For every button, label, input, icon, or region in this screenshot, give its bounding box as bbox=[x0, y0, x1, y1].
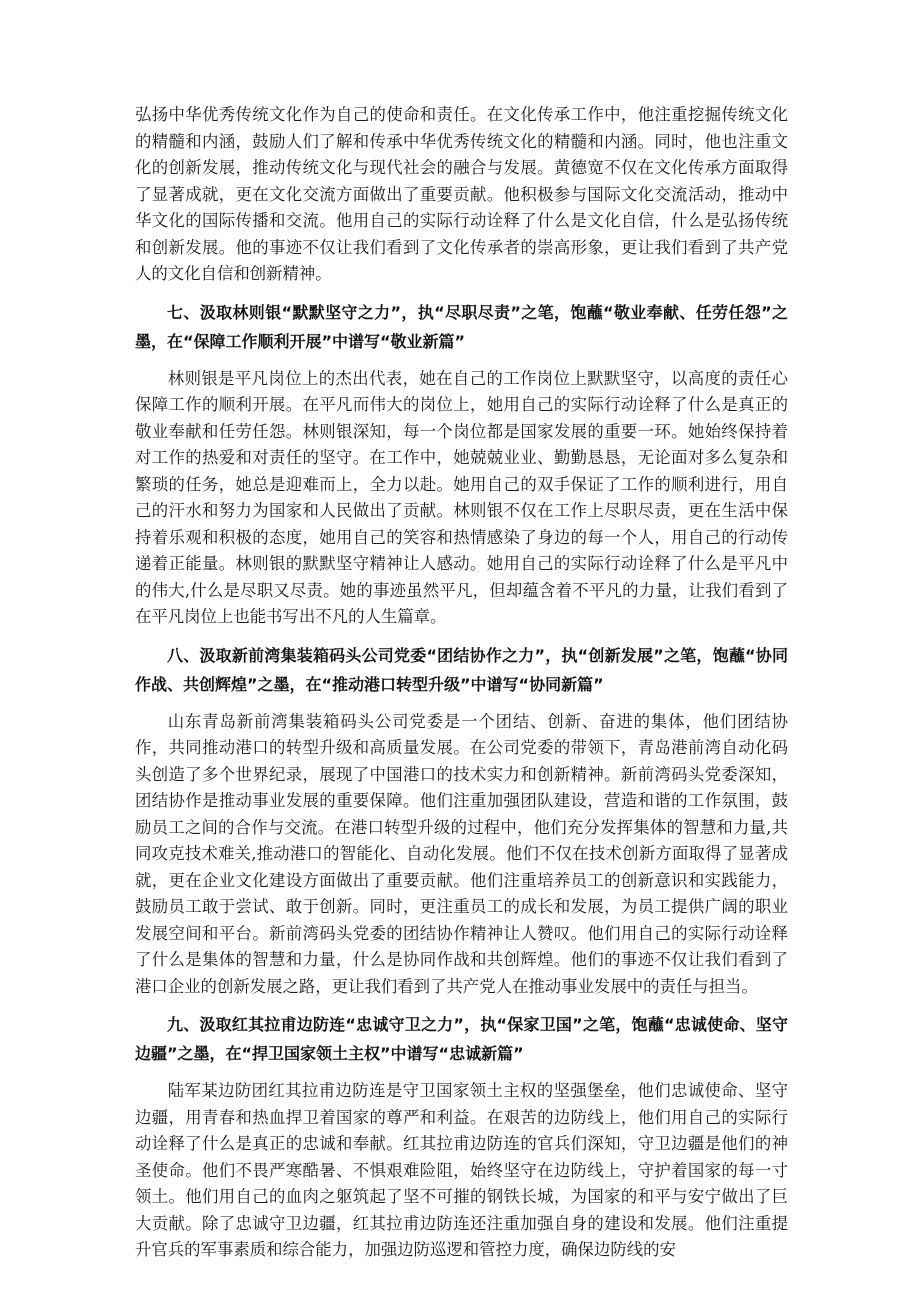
body-paragraph: 弘扬中华优秀传统文化作为自己的使命和责任。在文化传承工作中，他注重挖掘传统文化的精髓和内涵，鼓励人们了解和传承中华优秀传统文化的精髓和内涵。同时，他也注重文化的创新发展，推动传统文化与现代社会的融合与发展。黄德宽不仅在文化传承方面取得了显著成就，更在文化交流方面做出了重要贡献。他积极参与国际文化交流活动，推动中华文化的国际传播和交流。他用自己的实际行动诠释了什么是文化自信，什么是弘扬传统和创新发展。他的事迹不仅让我们看到了文化传承者的崇高形象，更让我们看到了共产党人的文化自信和创新精神。 bbox=[135, 105, 788, 283]
document-page bbox=[135, 102, 788, 1274]
body-paragraph: 陆军某边防团红其拉甫边防连是守卫国家领土主权的坚强堡垒，他们忠诚使命、坚守边疆，用青春和热血捍卫着国家的尊严和利益。在艰苦的边防线上，他们用自己的实际行动诠释了什么是真正的忠诚和奉献。红其拉甫边防连的官兵们深知，守卫边疆是他们的神圣使命。他们不畏严寒酷暑、不惧艰难险阻，始终坚守在边防线上，守护着国家的每一寸领土。他们用自己的血肉之躯筑起了坚不可摧的钢铁长城，为国家的和平与安宁做出了巨大贡献。除了忠诚守卫边疆，红其拉甫边防连还注重加强自身的建设和发展。他们注重提升官兵的军事素质和综合能力，加强边防巡逻和管控力度，确保边防线的安 bbox=[135, 1081, 788, 1259]
body-paragraph: 林则银是平凡岗位上的杰出代表，她在自己的工作岗位上默默坚守，以高度的责任心保障工作的顺利开展。在平凡而伟大的岗位上，她用自己的实际行动诠释了什么是真正的敬业奉献和任劳任怨。林则银深知，每一个岗位都是国家发展的重要一环。她始终保持着对工作的热爱和对责任的坚守。在工作中，她兢兢业业、勤勤恳恳，无论面对多么复杂和繁琐的任务，她总是迎难而上，全力以赴。她用自己的双手保证了工作的顺利进行，用自己的汗水和努力为国家和人民做出了贡献。林则银不仅在工作上尽职尽责，更在生活中保持着乐观和积极的态度，她用自己的笑容和热情感染了身边的每一个人，用自己的行动传递着正能量。林则银的默默坚守精神让人感动。她用自己的实际行动诠释了什么是平凡中的伟大,什么是尽职又尽责。她的事迹虽然平凡，但却蕴含着不平凡的力量，让我们看到了在平凡岗位上也能书写出不凡的人生篇章。 bbox=[135, 368, 788, 626]
section-heading-7: 七、汲取林则银“默默坚守之力”，执“尽职尽责”之笔，饱蘸“敬业奉献、任劳任怨”之墨，在“保障工作顺利开展”中谱写“敬业新篇” bbox=[135, 302, 788, 351]
section-heading-8: 八、汲取新前湾集装箱码头公司党委“团结协作之力”，执“创新发展”之笔，饱蘸“协同作战、共创辉煌”之墨，在“推动港口转型升级”中谱写“协同新篇” bbox=[135, 645, 788, 694]
body-paragraph: 山东青岛新前湾集装箱码头公司党委是一个团结、创新、奋进的集体，他们团结协作，共同推动港口的转型升级和高质量发展。在公司党委的带领下，青岛港前湾自动化码头创造了多个世界纪录，展现了中国港口的技术实力和创新精神。新前湾码头党委深知，团结协作是推动事业发展的重要保障。他们注重加强团队建设，营造和谐的工作氛围，鼓励员工之间的合作与交流。在港口转型升级的过程中，他们充分发挥集体的智慧和力量,共同攻克技术难关,推动港口的智能化、自动化发展。他们不仅在技术创新方面取得了显著成就，更在企业文化建设方面做出了重要贡献。他们注重培养员工的创新意识和实践能力，鼓励员工敢于尝试、敢于创新。同时，更注重员工的成长和发展，为员工提供广阔的职业发展空间和平台。新前湾码头党委的团结协作精神让人赞叹。他们用自己的实际行动诠释了什么是集体的智慧和力量，什么是协同作战和共创辉煌。他们的事迹不仅让我们看到了港口企业的创新发展之路，更让我们看到了共产党人在推动事业发展中的责任与担当。 bbox=[135, 711, 788, 996]
section-heading-9: 九、汲取红其拉甫边防连“忠诚守卫之力”，执“保家卫国”之笔，饱蘸“忠诚使命、坚守边疆”之墨，在“捍卫国家领土主权”中谱写“忠诚新篇” bbox=[135, 1015, 788, 1063]
